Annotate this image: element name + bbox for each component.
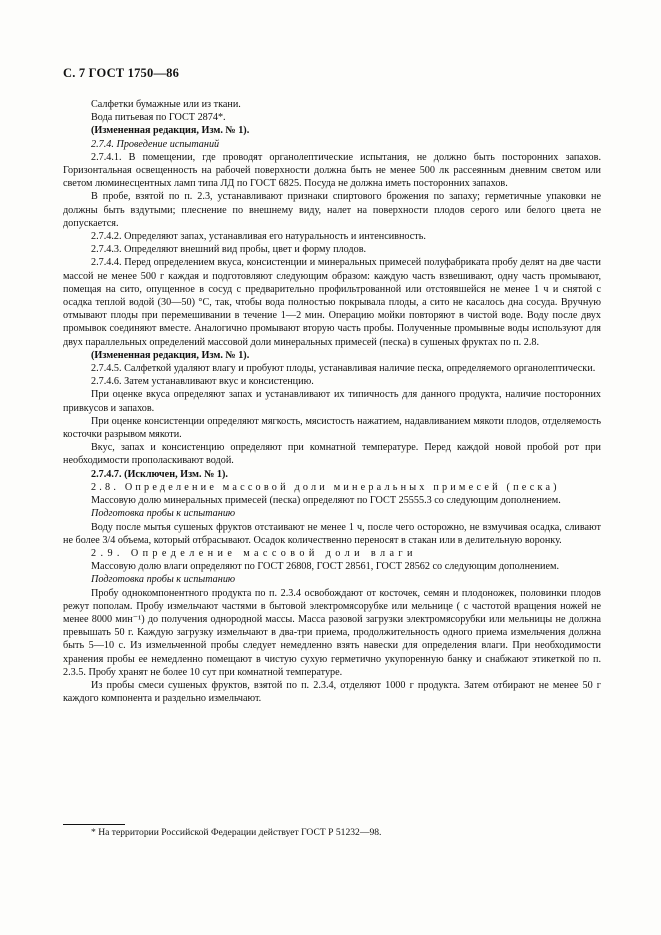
footnote-divider <box>63 824 125 825</box>
paragraph: 2.7.4.6. Затем устанавливают вкус и консистенцию. <box>91 376 314 388</box>
paragraph: Массовую долю влаги определяют по ГОСТ 26808, ГОСТ 28561, ГОСТ 28562 со следующим дополнением. <box>91 561 560 573</box>
paragraph: При оценке вкуса определяют запах и устанавливают их типичность для данного продукта, наличие посторонних привкусов и запахов. <box>63 389 601 414</box>
paragraph: Вода питьевая по ГОСТ 2874*. <box>91 112 226 124</box>
footnote: * На территории Российской Федерации действует ГОСТ Р 51232—98. <box>91 827 382 838</box>
page-header: С. 7 ГОСТ 1750—86 <box>63 66 180 80</box>
subheading: Подготовка пробы к испытанию <box>91 508 236 520</box>
amendment-note: (Измененная редакция, Изм. № 1). <box>91 125 250 137</box>
paragraph: 2.7.4.1. В помещении, где проводят органолептические испытания, не должно быть посторонних запахов. Горизонтальная освещенность на рабочей поверхности должна быть не менее 500 лк рассеянным дневним светом или светом люминесцентных ламп типа ЛД по ГОСТ 6825. Посуда не должна иметь посторонних запахов. <box>63 151 601 190</box>
paragraph: 2.7.4.4. Перед определением вкуса, консистенции и минеральных примесей полуфабриката пробу делят на две части массой не менее 500 г каждая и подготовляют следующим образом: каждую часть взвешивают, одну часть промывают, помещая на сито, опущенное в сосуд с предварительно профильтрованной или отстоявшейся не менее 1 ч и снятой с осадка теплой водой (30—50) °С, так, чтобы вода полностью покрывала плоды, а сито не касалось дна сосуда. Вручную отмывают плоды при перемешивании в течение 1—2 мин. Операцию мойки повторяют в чистой воде. Воду после двух промывок соединяют вместе. Аналогично промывают вторую часть пробы. Полученные промывные воды используют для двух параллельных определений массовой доли минеральных примесей (песка) в сушеных фруктах по п. 2.8. <box>63 257 601 348</box>
paragraph: Массовую долю минеральных примесей (песка) определяют по ГОСТ 25555.3 со следующим дополнением. <box>91 495 561 507</box>
document-body <box>63 98 601 705</box>
paragraph: 2.7.4.5. Салфеткой удаляют влагу и пробуют плоды, устанавливая наличие песка, определяемого органолептически. <box>91 363 596 375</box>
paragraph: В пробе, взятой по п. 2.3, устанавливают признаки спиртового брожения по запаху; герметичные упаковки не должны быть вздутыми; плеснение по внешнему виду, налет на поверхности плодов серого или белого цвета не допускается. <box>63 191 601 229</box>
paragraph: 2.7.4.3. Определяют внешний вид пробы, цвет и форму плодов. <box>91 244 367 256</box>
paragraph: Вкус, запах и консистенцию определяют при комнатной температуре. Перед каждой новой пробой рот при необходимости прополаскивают водой. <box>63 442 601 467</box>
subheading: Подготовка пробы к испытанию <box>91 574 236 586</box>
section-title: 2.8. Определение массовой доли минеральных примесей (песка) <box>91 481 560 493</box>
section-title: 2.9. Определение массовой доли влаги <box>91 547 417 559</box>
paragraph: Салфетки бумажные или из ткани. <box>91 99 241 110</box>
amendment-note: (Измененная редакция, Изм. № 1). <box>91 349 250 361</box>
paragraph: Пробу однокомпонентного продукта по п. 2.3.4 освобождают от косточек, семян и плодоножек, половинки плодов режут пополам. Пробу измельчают частями в бытовой электромясорубке или мельнице ( с частотой вращения ножей не менее 8000 мин⁻¹) до получения однородной массы. Масса разовой загрузки электромясорубки или мельницы не должна превышать 50 г. Каждую загрузку измельчают в два-три приема, продолжительность одного приема измельчения должна быть 5—10 с. Из измельченной пробы следует немедленно взять навески для определения влаги. При необходимости хранения пробы ее немедленно помещают в чистую сухую герметично укупоренную банку и снабжают этикеткой по п. 2.3.5. Пробу хранят не более 10 сут при комнатной температуре. <box>63 587 601 678</box>
excluded-note: 2.7.4.7. (Исключен, Изм. № 1). <box>91 468 228 480</box>
paragraph: При оценке консистенции определяют мягкость, мясистость нажатием, надавливанием мякоти плодов, отделяемость косточки разрывом мякоти. <box>63 415 601 441</box>
paragraph: 2.7.4.2. Определяют запах, устанавливая его натуральность и интенсивность. <box>91 231 426 243</box>
paragraph: Воду после мытья сушеных фруктов отстаивают не менее 1 ч, после чего осторожно, не взмучивая осадка, сливают не более 3/4 объема, который отбрасывают. Осадок количественно переносят в стакан или в делительную воронку. <box>63 521 601 546</box>
paragraph: Из пробы смеси сушеных фруктов, взятой по п. 2.3.4, отделяют 1000 г продукта. Затем отбирают не менее 50 г каждого компонента и раздельно измельчают. <box>63 679 601 705</box>
section-heading: 2.7.4. Проведение испытаний <box>91 138 220 150</box>
